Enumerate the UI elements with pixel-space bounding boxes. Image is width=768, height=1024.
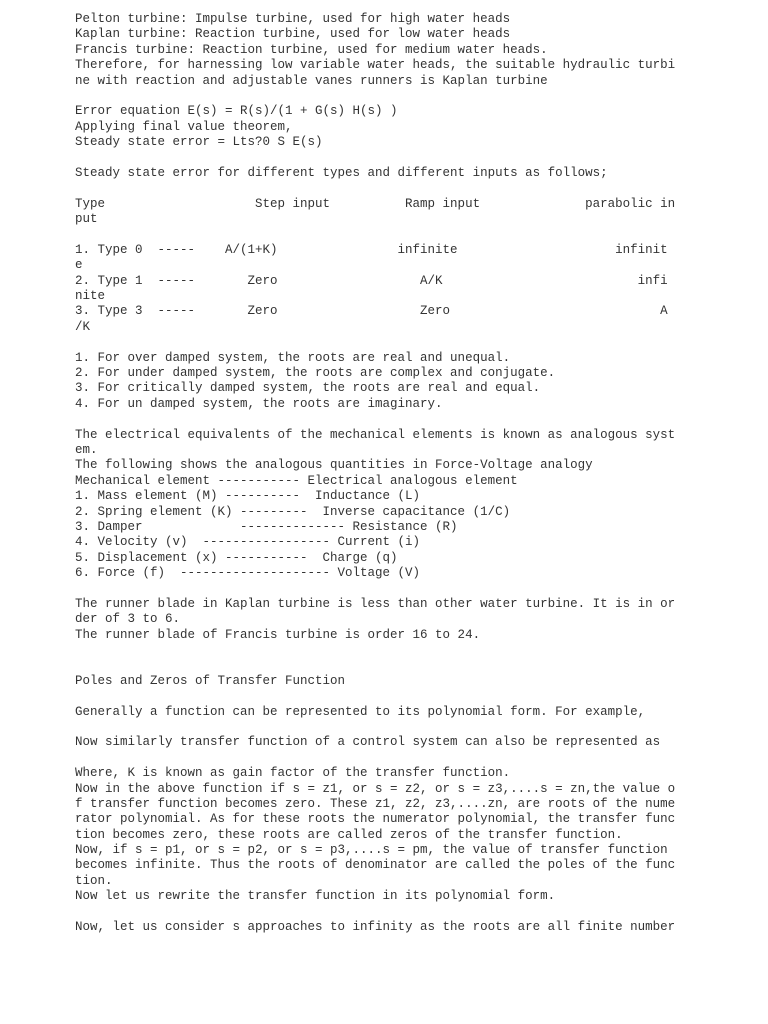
text-line <box>75 581 735 596</box>
text-line: 1. For over damped system, the roots are real and unequal. <box>75 350 511 365</box>
text-line: 2. For under damped system, the roots are complex and conjugate. <box>75 365 556 380</box>
text-line: /K <box>75 319 91 334</box>
text-line: put <box>75 212 98 227</box>
text-line: 6. Force (f) -------------------- Voltage (V) <box>75 566 421 581</box>
text-line <box>75 643 735 658</box>
text-line: Where, K is known as gain factor of the transfer function. <box>75 766 511 781</box>
text-line <box>75 751 735 766</box>
text-line: The electrical equivalents of the mechanical elements is known as analogous syst <box>75 427 676 442</box>
document-body <box>75 12 735 935</box>
text-line: der of 3 to 6. <box>75 612 181 627</box>
text-line: Applying final value theorem, <box>75 119 293 134</box>
text-line: ne with reaction and adjustable vanes runners is Kaplan turbine <box>75 73 548 88</box>
text-line: 2. Type 1 ----- Zero A/K infi <box>75 273 668 288</box>
text-line: The runner blade of Francis turbine is order 16 to 24. <box>75 627 481 642</box>
text-line: The runner blade in Kaplan turbine is less than other water turbine. It is in or <box>75 596 676 611</box>
text-line <box>75 689 735 704</box>
text-line: 5. Displacement (x) ----------- Charge (q) <box>75 550 398 565</box>
text-line <box>75 412 735 427</box>
text-line: 3. For critically damped system, the roots are real and equal. <box>75 381 541 396</box>
text-line: Steady state error = Lts?0 S E(s) <box>75 135 323 150</box>
text-line: 3. Type 3 ----- Zero Zero A <box>75 304 668 319</box>
text-line: Now let us rewrite the transfer function in its polynomial form. <box>75 889 556 904</box>
text-line: 1. Type 0 ----- A/(1+K) infinite infinit <box>75 242 668 257</box>
text-line: nite <box>75 289 106 304</box>
text-line <box>75 89 735 104</box>
text-line <box>75 658 735 673</box>
text-line: 1. Mass element (M) ---------- Inductance (L) <box>75 489 421 504</box>
text-line: tion. <box>75 873 113 888</box>
text-line: Error equation E(s) = R(s)/(1 + G(s) H(s) ) <box>75 104 398 119</box>
text-line: em. <box>75 442 98 457</box>
text-line: Steady state error for different types and different inputs as follows; <box>75 165 608 180</box>
text-line: Now similarly transfer function of a control system can also be represented as <box>75 735 661 750</box>
text-line: becomes infinite. Thus the roots of denominator are called the poles of the func <box>75 858 676 873</box>
text-line <box>75 720 735 735</box>
text-line <box>75 151 735 166</box>
text-line: Generally a function can be represented to its polynomial form. For example, <box>75 704 646 719</box>
text-line: Type Step input Ramp input parabolic in <box>75 196 676 211</box>
text-line: e <box>75 258 83 273</box>
text-line: Poles and Zeros of Transfer Function <box>75 673 346 688</box>
text-line: Kaplan turbine: Reaction turbine, used for low water heads <box>75 27 511 42</box>
text-line: 4. For un damped system, the roots are imaginary. <box>75 396 443 411</box>
text-line: The following shows the analogous quantities in Force-Voltage analogy <box>75 458 593 473</box>
text-line: Pelton turbine: Impulse turbine, used for high water heads <box>75 12 511 26</box>
text-line: Now, if s = p1, or s = p2, or s = p3,....s = pm, the value of transfer function <box>75 843 668 858</box>
text-line: tion becomes zero, these roots are called zeros of the transfer function. <box>75 827 623 842</box>
text-line: Now, let us consider s approaches to infinity as the roots are all finite number <box>75 920 676 935</box>
text-line: Mechanical element ----------- Electrical analogous element <box>75 473 518 488</box>
text-line <box>75 905 735 920</box>
text-line <box>75 181 735 196</box>
text-line: Now in the above function if s = z1, or s = z2, or s = z3,....s = zn,the value o <box>75 781 676 796</box>
text-line <box>75 335 735 350</box>
text-line: 4. Velocity (v) ----------------- Current (i) <box>75 535 421 550</box>
text-line: f transfer function becomes zero. These z1, z2, z3,....zn, are roots of the nume <box>75 796 676 811</box>
text-line: rator polynomial. As for these roots the numerator polynomial, the transfer func <box>75 812 676 827</box>
text-line <box>75 227 735 242</box>
text-line: 3. Damper -------------- Resistance (R) <box>75 519 458 534</box>
text-line: Francis turbine: Reaction turbine, used for medium water heads. <box>75 42 548 57</box>
text-line: Therefore, for harnessing low variable water heads, the suitable hydraulic turbi <box>75 58 676 73</box>
text-line: 2. Spring element (K) --------- Inverse capacitance (1/C) <box>75 504 511 519</box>
